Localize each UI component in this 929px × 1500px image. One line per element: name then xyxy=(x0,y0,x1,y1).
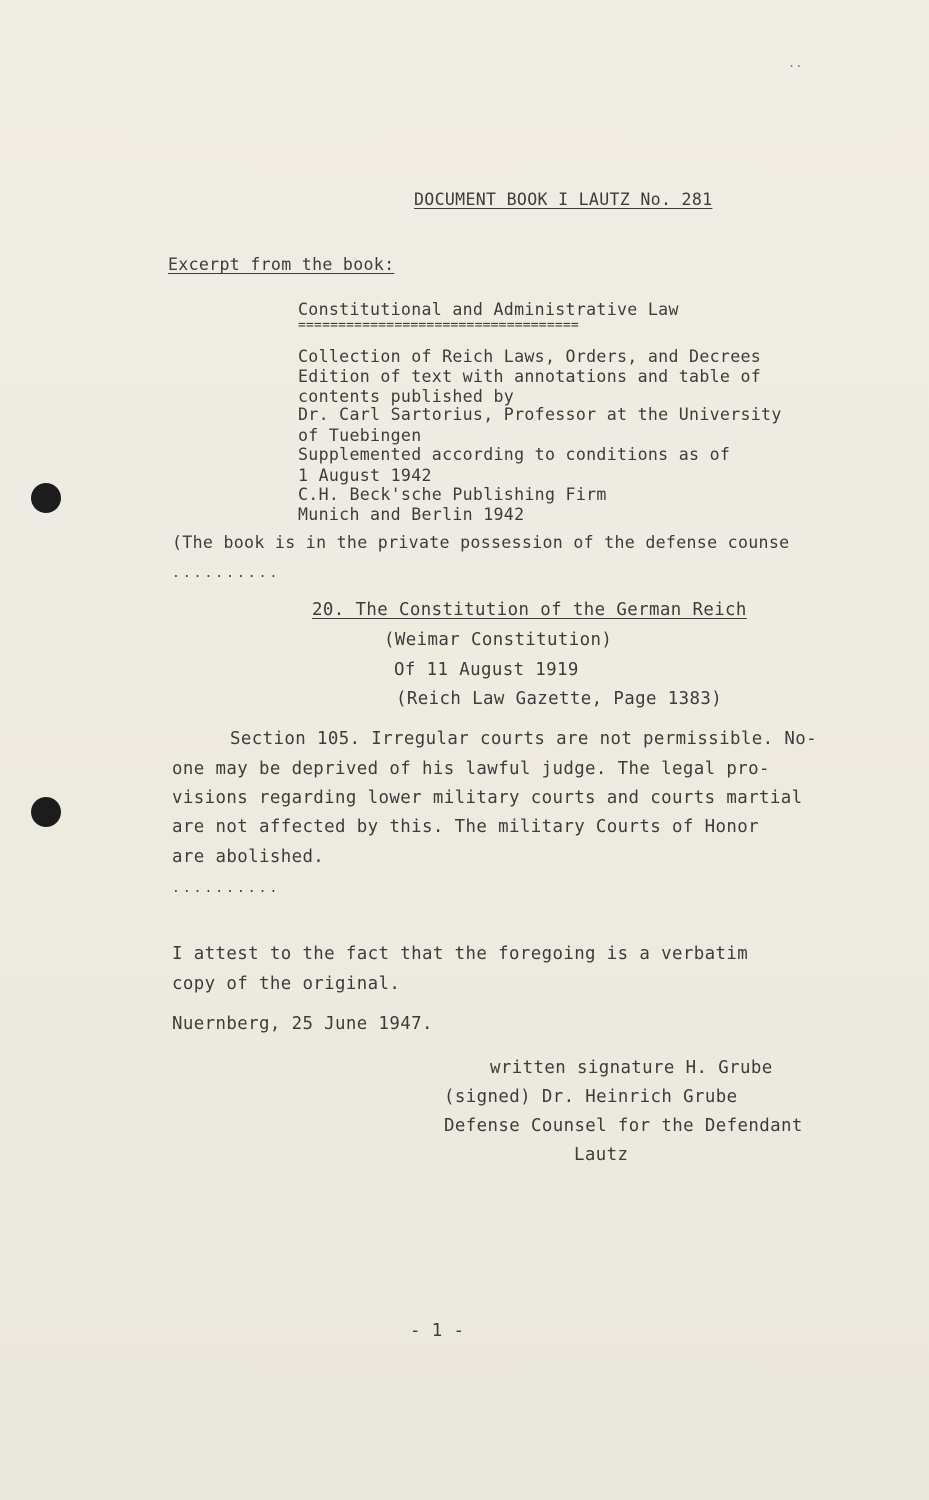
signature-line: Lautz xyxy=(574,1145,629,1165)
signature-line: written signature H. Grube xyxy=(490,1058,773,1078)
title-rule: =================================== xyxy=(298,318,579,333)
constitution-subtitle: (Weimar Constitution) xyxy=(384,630,613,650)
excerpt-intro: Excerpt from the book: xyxy=(168,255,395,274)
book-line: Collection of Reich Laws, Orders, and Decrees xyxy=(298,347,762,366)
section-line: one may be deprived of his lawful judge. The legal pro- xyxy=(172,759,770,779)
attestation-line: I attest to the fact that the foregoing is a verbatim xyxy=(172,944,749,964)
document-reference: DOCUMENT BOOK I LAUTZ No. 281 xyxy=(414,190,713,209)
book-title: Constitutional and Administrative Law xyxy=(298,300,679,319)
book-line: Supplemented according to conditions as of xyxy=(298,445,731,464)
section-line: Section 105. Irregular courts are not permissible. No- xyxy=(230,729,817,749)
possession-note: (The book is in the private possession of the defense counse xyxy=(172,533,790,552)
book-line: Dr. Carl Sartorius, Professor at the University xyxy=(298,405,782,424)
signature-line: (signed) Dr. Heinrich Grube xyxy=(444,1087,738,1107)
ellipsis: .......... xyxy=(172,881,281,896)
gazette-reference: (Reich Law Gazette, Page 1383) xyxy=(396,689,723,709)
book-line: contents published by xyxy=(298,387,515,406)
book-line: Munich and Berlin 1942 xyxy=(298,505,525,524)
book-line: 1 August 1942 xyxy=(298,466,432,485)
signature-line: Defense Counsel for the Defendant xyxy=(444,1116,803,1136)
book-line: C.H. Beck'sche Publishing Firm xyxy=(298,485,607,504)
place-date: Nuernberg, 25 June 1947. xyxy=(172,1014,433,1034)
book-line: Edition of text with annotations and table of xyxy=(298,367,762,386)
punch-hole xyxy=(31,483,61,513)
section-line: are not affected by this. The military Courts of Honor xyxy=(172,817,759,837)
punch-hole xyxy=(31,797,61,827)
section-line: visions regarding lower military courts and courts martial xyxy=(172,788,803,808)
book-line: of Tuebingen xyxy=(298,426,422,445)
section-line: are abolished. xyxy=(172,847,325,867)
constitution-heading: 20. The Constitution of the German Reich xyxy=(312,600,747,620)
ellipsis: .......... xyxy=(172,566,281,581)
stray-mark: .. xyxy=(788,56,803,70)
constitution-date: Of 11 August 1919 xyxy=(394,660,579,680)
attestation-line: copy of the original. xyxy=(172,974,401,994)
page-number: - 1 - xyxy=(410,1321,465,1341)
